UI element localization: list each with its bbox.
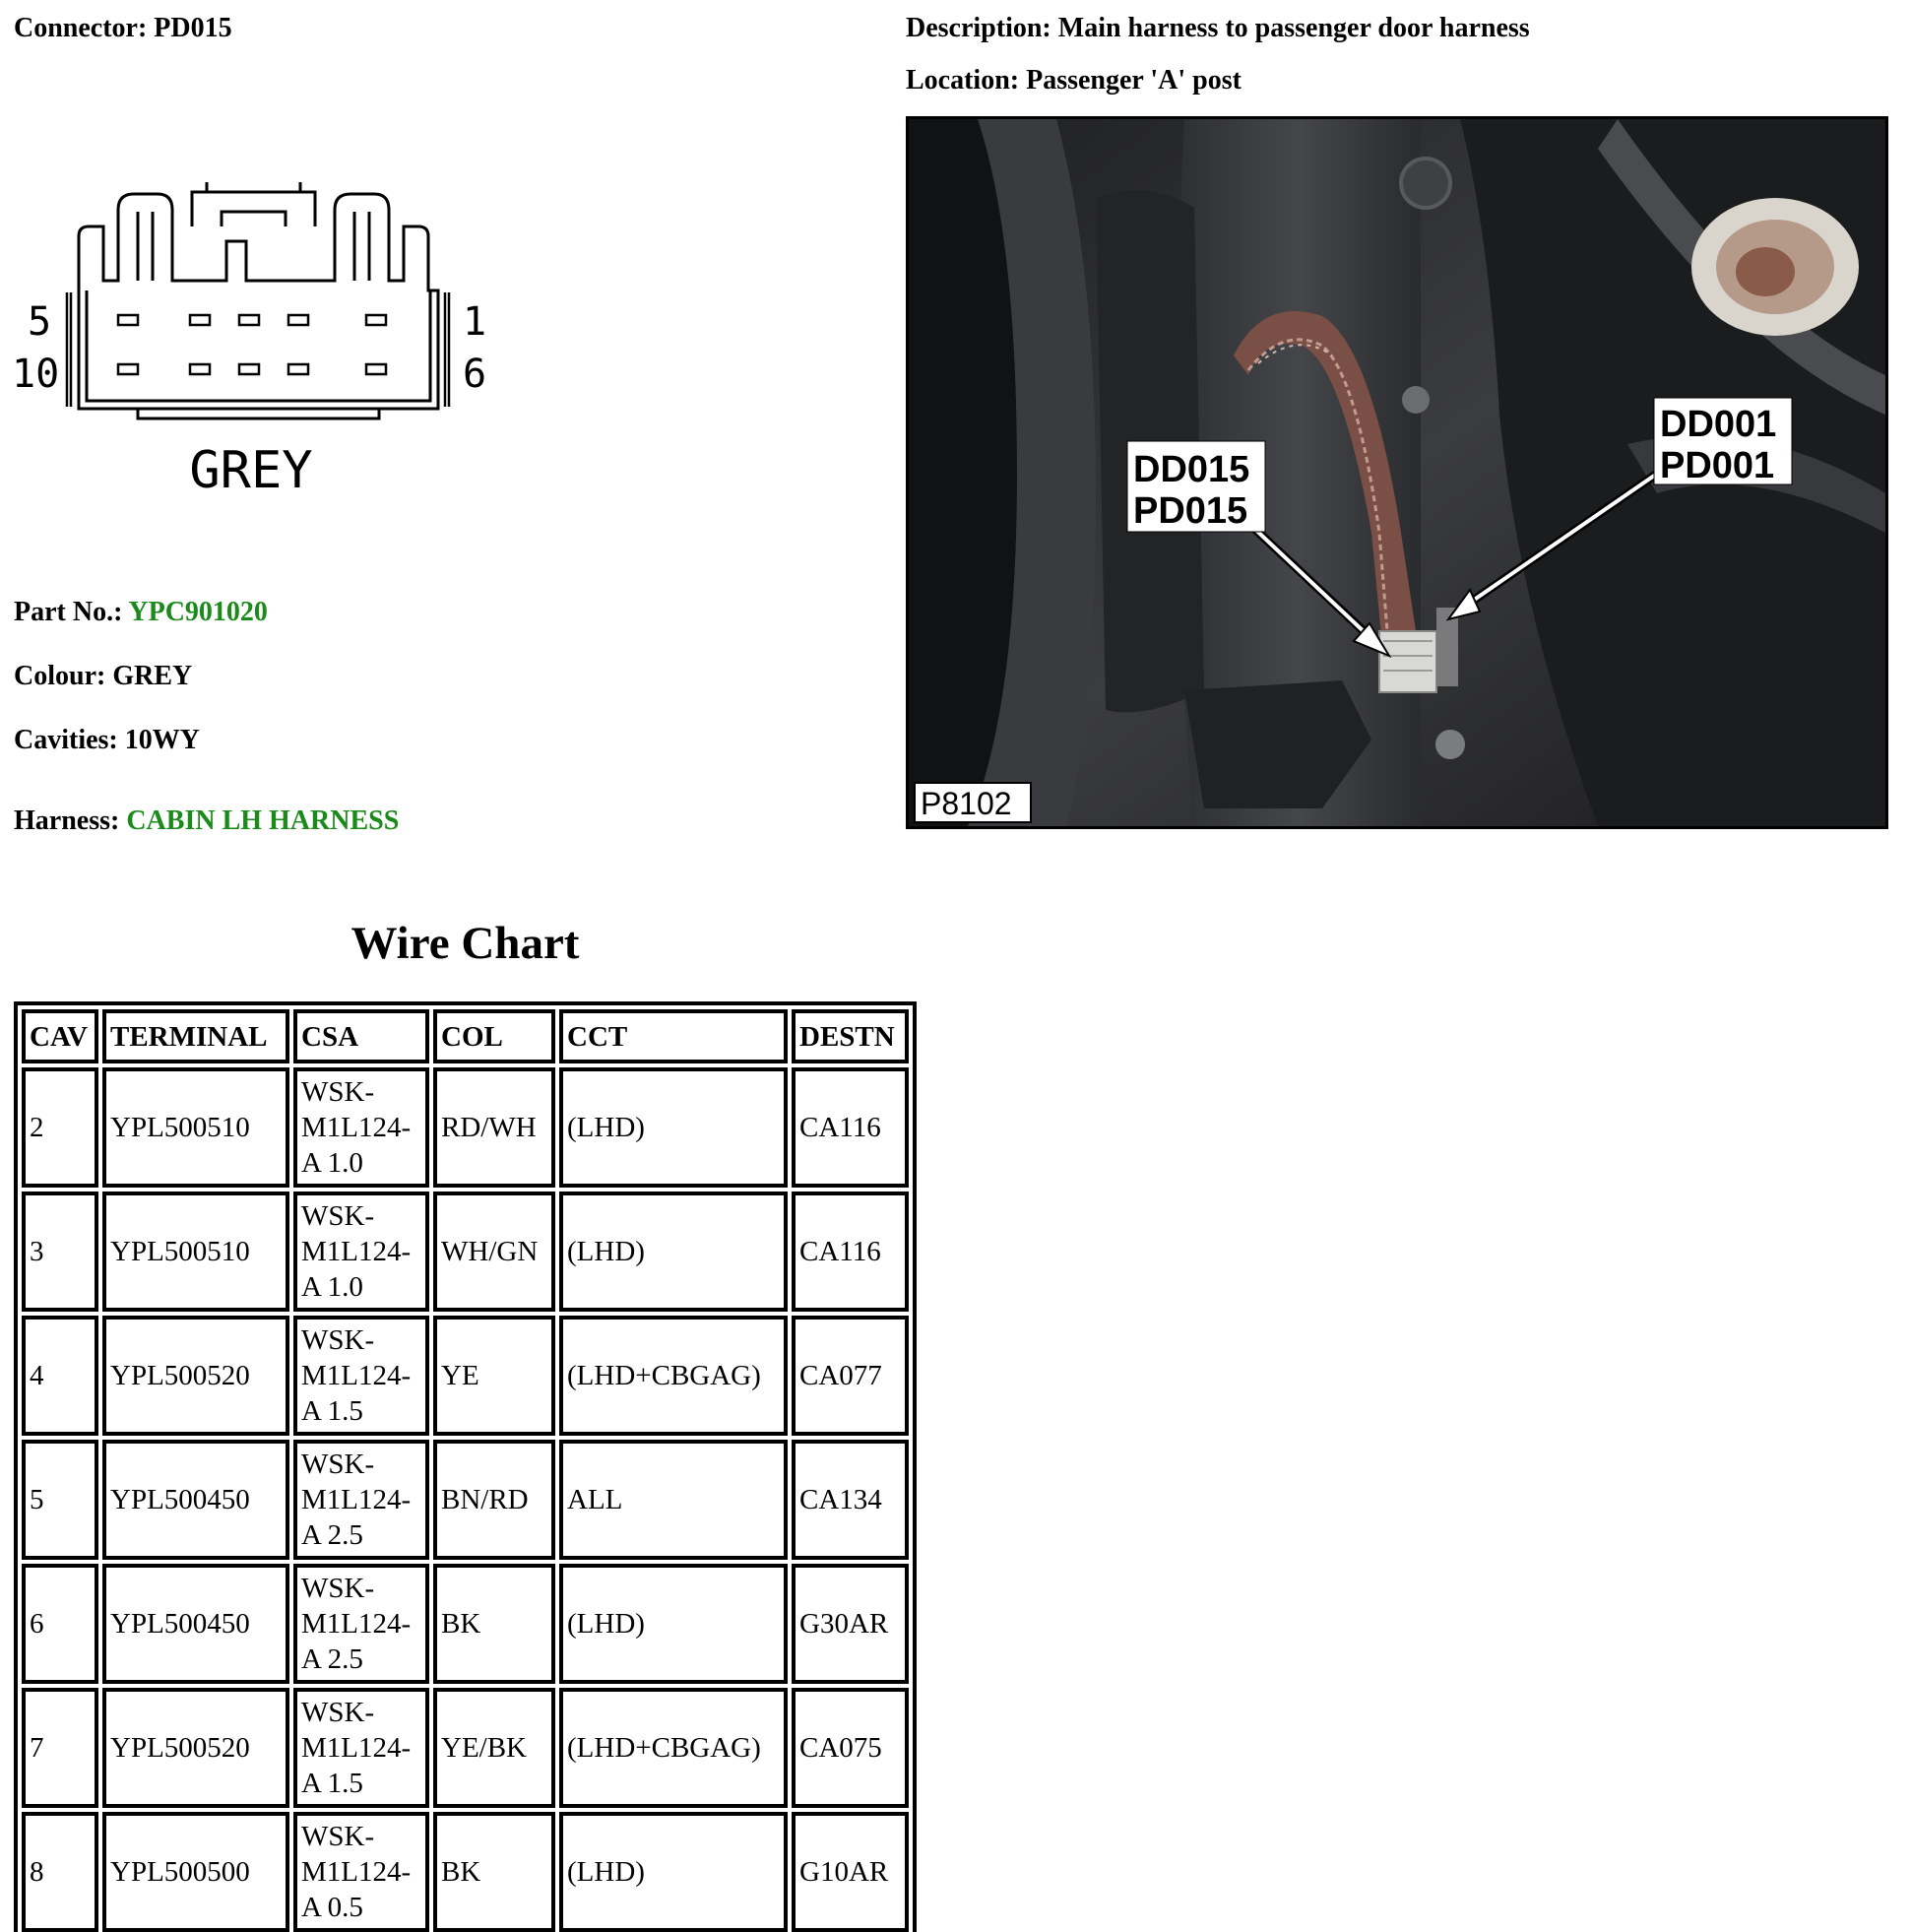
table-row bbox=[22, 1812, 909, 1932]
cell-terminal: YPL500450 bbox=[102, 1440, 289, 1560]
colour-label: Colour: bbox=[14, 661, 106, 691]
col-header-col: COL bbox=[433, 1009, 555, 1063]
callout-pd001: PD001 bbox=[1660, 445, 1775, 486]
pin-label-5: 5 bbox=[28, 299, 52, 345]
cavities-line bbox=[14, 724, 200, 757]
cell-cct: (LHD) bbox=[559, 1812, 788, 1932]
table-row bbox=[22, 1440, 909, 1560]
cell-terminal: YPL500520 bbox=[102, 1688, 289, 1808]
location-heading bbox=[906, 64, 1242, 97]
cell-cav: 8 bbox=[22, 1812, 98, 1932]
connector-face-diagram bbox=[10, 182, 502, 507]
cell-col: WH/GN bbox=[433, 1191, 555, 1312]
location-value: Passenger 'A' post bbox=[1026, 65, 1242, 96]
connector-location-photo bbox=[906, 116, 1888, 829]
figure-id: P8102 bbox=[921, 786, 1012, 821]
cell-destn: G30AR bbox=[792, 1564, 909, 1684]
connector-colour-caption: GREY bbox=[189, 441, 313, 500]
cell-csa: WSK-M1L124-A 0.5 bbox=[293, 1812, 429, 1932]
wire-chart-header-row bbox=[22, 1009, 909, 1063]
location-label: Location: bbox=[906, 65, 1020, 96]
cell-col: YE/BK bbox=[433, 1688, 555, 1808]
col-header-cct: CCT bbox=[559, 1009, 788, 1063]
wire-chart-title: Wire Chart bbox=[350, 918, 580, 969]
col-header-csa: CSA bbox=[293, 1009, 429, 1063]
cell-csa: WSK-M1L124-A 1.0 bbox=[293, 1067, 429, 1188]
cell-terminal: YPL500450 bbox=[102, 1564, 289, 1684]
table-row bbox=[22, 1067, 909, 1188]
cell-csa: WSK-M1L124-A 2.5 bbox=[293, 1440, 429, 1560]
cell-terminal: YPL500520 bbox=[102, 1316, 289, 1436]
part-no-line bbox=[14, 596, 268, 629]
connector-label: Connector: bbox=[14, 13, 148, 43]
part-no-label: Part No.: bbox=[14, 597, 123, 627]
table-row bbox=[22, 1688, 909, 1808]
harness-label: Harness: bbox=[14, 805, 120, 836]
cell-csa: WSK-M1L124-A 1.0 bbox=[293, 1191, 429, 1312]
callout-dd001: DD001 bbox=[1660, 404, 1777, 445]
connector-heading bbox=[14, 12, 232, 45]
cell-cct: (LHD+CBGAG) bbox=[559, 1316, 788, 1436]
cell-destn: G10AR bbox=[792, 1812, 909, 1932]
cell-destn: CA116 bbox=[792, 1191, 909, 1312]
colour-line bbox=[14, 660, 192, 693]
pin-label-1: 1 bbox=[463, 299, 487, 345]
part-no-link[interactable]: YPC901020 bbox=[128, 597, 268, 627]
cell-destn: CA116 bbox=[792, 1067, 909, 1188]
description-label: Description: bbox=[906, 13, 1051, 43]
pin-label-6: 6 bbox=[463, 352, 487, 397]
cell-terminal: YPL500500 bbox=[102, 1812, 289, 1932]
col-header-destn: DESTN bbox=[792, 1009, 909, 1063]
cell-cav: 4 bbox=[22, 1316, 98, 1436]
colour-value: GREY bbox=[112, 661, 193, 691]
cell-csa: WSK-M1L124-A 2.5 bbox=[293, 1564, 429, 1684]
table-row bbox=[22, 1191, 909, 1312]
cell-cav: 6 bbox=[22, 1564, 98, 1684]
cell-cav: 3 bbox=[22, 1191, 98, 1312]
table-row bbox=[22, 1564, 909, 1684]
cell-col: BK bbox=[433, 1812, 555, 1932]
description-value: Main harness to passenger door harness bbox=[1057, 13, 1530, 43]
description-heading bbox=[906, 12, 1530, 45]
cell-cav: 7 bbox=[22, 1688, 98, 1808]
callout-pd015: PD015 bbox=[1133, 490, 1248, 532]
cell-col: BK bbox=[433, 1564, 555, 1684]
cell-col: YE bbox=[433, 1316, 555, 1436]
cell-cct: (LHD+CBGAG) bbox=[559, 1688, 788, 1808]
cell-cct: ALL bbox=[559, 1440, 788, 1560]
cell-col: BN/RD bbox=[433, 1440, 555, 1560]
cell-cav: 5 bbox=[22, 1440, 98, 1560]
wire-chart-table bbox=[14, 1001, 917, 1932]
cell-terminal: YPL500510 bbox=[102, 1191, 289, 1312]
harness-link[interactable]: CABIN LH HARNESS bbox=[126, 805, 400, 836]
cavities-value: 10WY bbox=[124, 725, 200, 755]
callout-dd015: DD015 bbox=[1133, 449, 1250, 490]
cell-terminal: YPL500510 bbox=[102, 1067, 289, 1188]
cell-cct: (LHD) bbox=[559, 1191, 788, 1312]
col-header-cav: CAV bbox=[22, 1009, 98, 1063]
col-header-terminal: TERMINAL bbox=[102, 1009, 289, 1063]
connector-value: PD015 bbox=[154, 13, 232, 43]
cell-destn: CA075 bbox=[792, 1688, 909, 1808]
harness-line bbox=[14, 805, 399, 838]
cell-csa: WSK-M1L124-A 1.5 bbox=[293, 1688, 429, 1808]
cell-col: RD/WH bbox=[433, 1067, 555, 1188]
pin-label-10: 10 bbox=[12, 352, 60, 397]
cell-cav: 2 bbox=[22, 1067, 98, 1188]
table-row bbox=[22, 1316, 909, 1436]
cell-cct: (LHD) bbox=[559, 1067, 788, 1188]
cell-destn: CA077 bbox=[792, 1316, 909, 1436]
cell-cct: (LHD) bbox=[559, 1564, 788, 1684]
cavities-label: Cavities: bbox=[14, 725, 118, 755]
cell-destn: CA134 bbox=[792, 1440, 909, 1560]
cell-csa: WSK-M1L124-A 1.5 bbox=[293, 1316, 429, 1436]
